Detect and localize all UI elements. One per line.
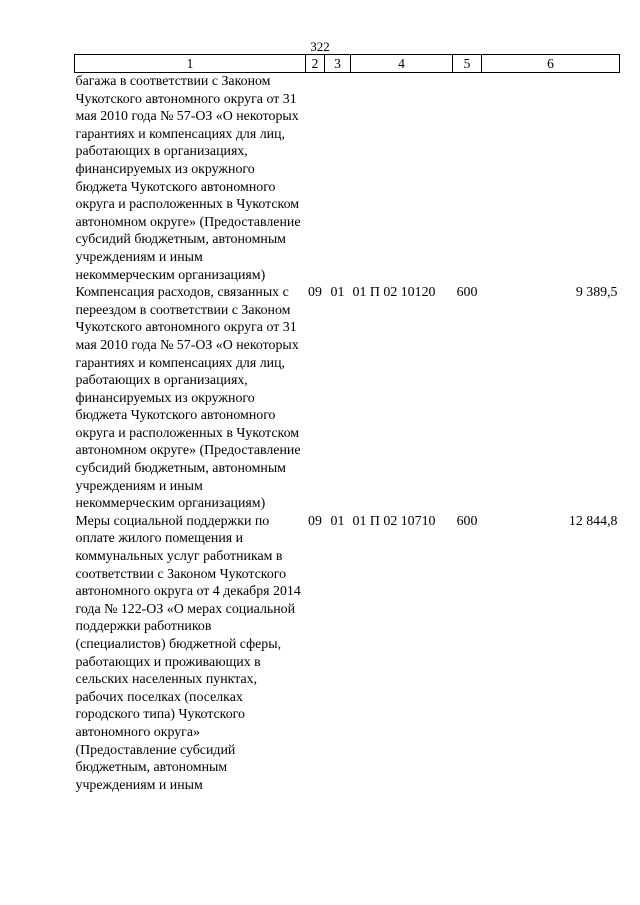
row-target-item: 01 П 02 10710 [352, 513, 436, 529]
row-target-item [351, 73, 453, 285]
table-row [75, 73, 620, 285]
row-expense-type: 600 [456, 513, 478, 529]
column-header-4: 4 [351, 55, 453, 73]
row-subsection: 01 [330, 513, 345, 529]
row-amount: 9 389,5 [575, 285, 618, 301]
column-header-3: 3 [325, 55, 351, 73]
table-row [75, 284, 620, 513]
row-amount [482, 73, 620, 285]
row-target-item: 01 П 02 10120 [352, 285, 436, 301]
row-description: Меры социальной поддержки по оплате жилого помещения и коммунальных услуг работникам в соответствии с Законом Чукотского автономного округа от 4 декабря 2014 года № 122-ОЗ «О мерах социальной поддержки работников (специалистов) бюджетной сферы, работающих и проживающих в сельских населенных пунктах, рабочих поселках (поселках городского типа) Чукотского автономного округа» (Предоставление субсидий бюджетным, автономным учреждениям и иным [75, 513, 301, 793]
row-amount: 12 844,8 [568, 513, 618, 529]
row-expense-type [453, 73, 482, 285]
row-description: Компенсация расходов, связанных с переездом в соответствии с Законом Чукотского автономного округа от 31 мая 2010 года № 57-ОЗ «О некоторых гарантиях и компенсациях для лиц, работающих в организациях, финансируемых из окружного бюджета Чукотского автономного округа и расположенных в Чукотском автономном округе» (Предоставление субсидий бюджетным, автономным учреждениям и иным некоммерческим организациям) [75, 285, 301, 512]
page-number: 322 [310, 39, 330, 54]
column-header-1: 1 [75, 55, 306, 73]
row-description: багажа в соответствии с Законом Чукотского автономного округа от 31 мая 2010 года № 57-ОЗ «О некоторых гарантиях и компенсациях для лиц, работающих в организациях, финансируемых из окружного бюджета Чукотского автономного округа и расположенных в Чукотском автономном округе» (Предоставление субсидий бюджетным, автономным учреждениям и иным некоммерческим организациям) [75, 74, 301, 283]
column-header-2: 2 [306, 55, 325, 73]
header-row [75, 55, 620, 73]
column-header-5: 5 [453, 55, 482, 73]
row-section [306, 73, 325, 285]
table-row [75, 513, 620, 795]
row-section: 09 [308, 285, 322, 301]
row-subsection [325, 73, 351, 285]
row-subsection: 01 [330, 285, 345, 301]
budget-table [74, 54, 620, 794]
row-section: 09 [308, 513, 322, 529]
column-header-6: 6 [482, 55, 620, 73]
row-expense-type: 600 [456, 285, 478, 301]
